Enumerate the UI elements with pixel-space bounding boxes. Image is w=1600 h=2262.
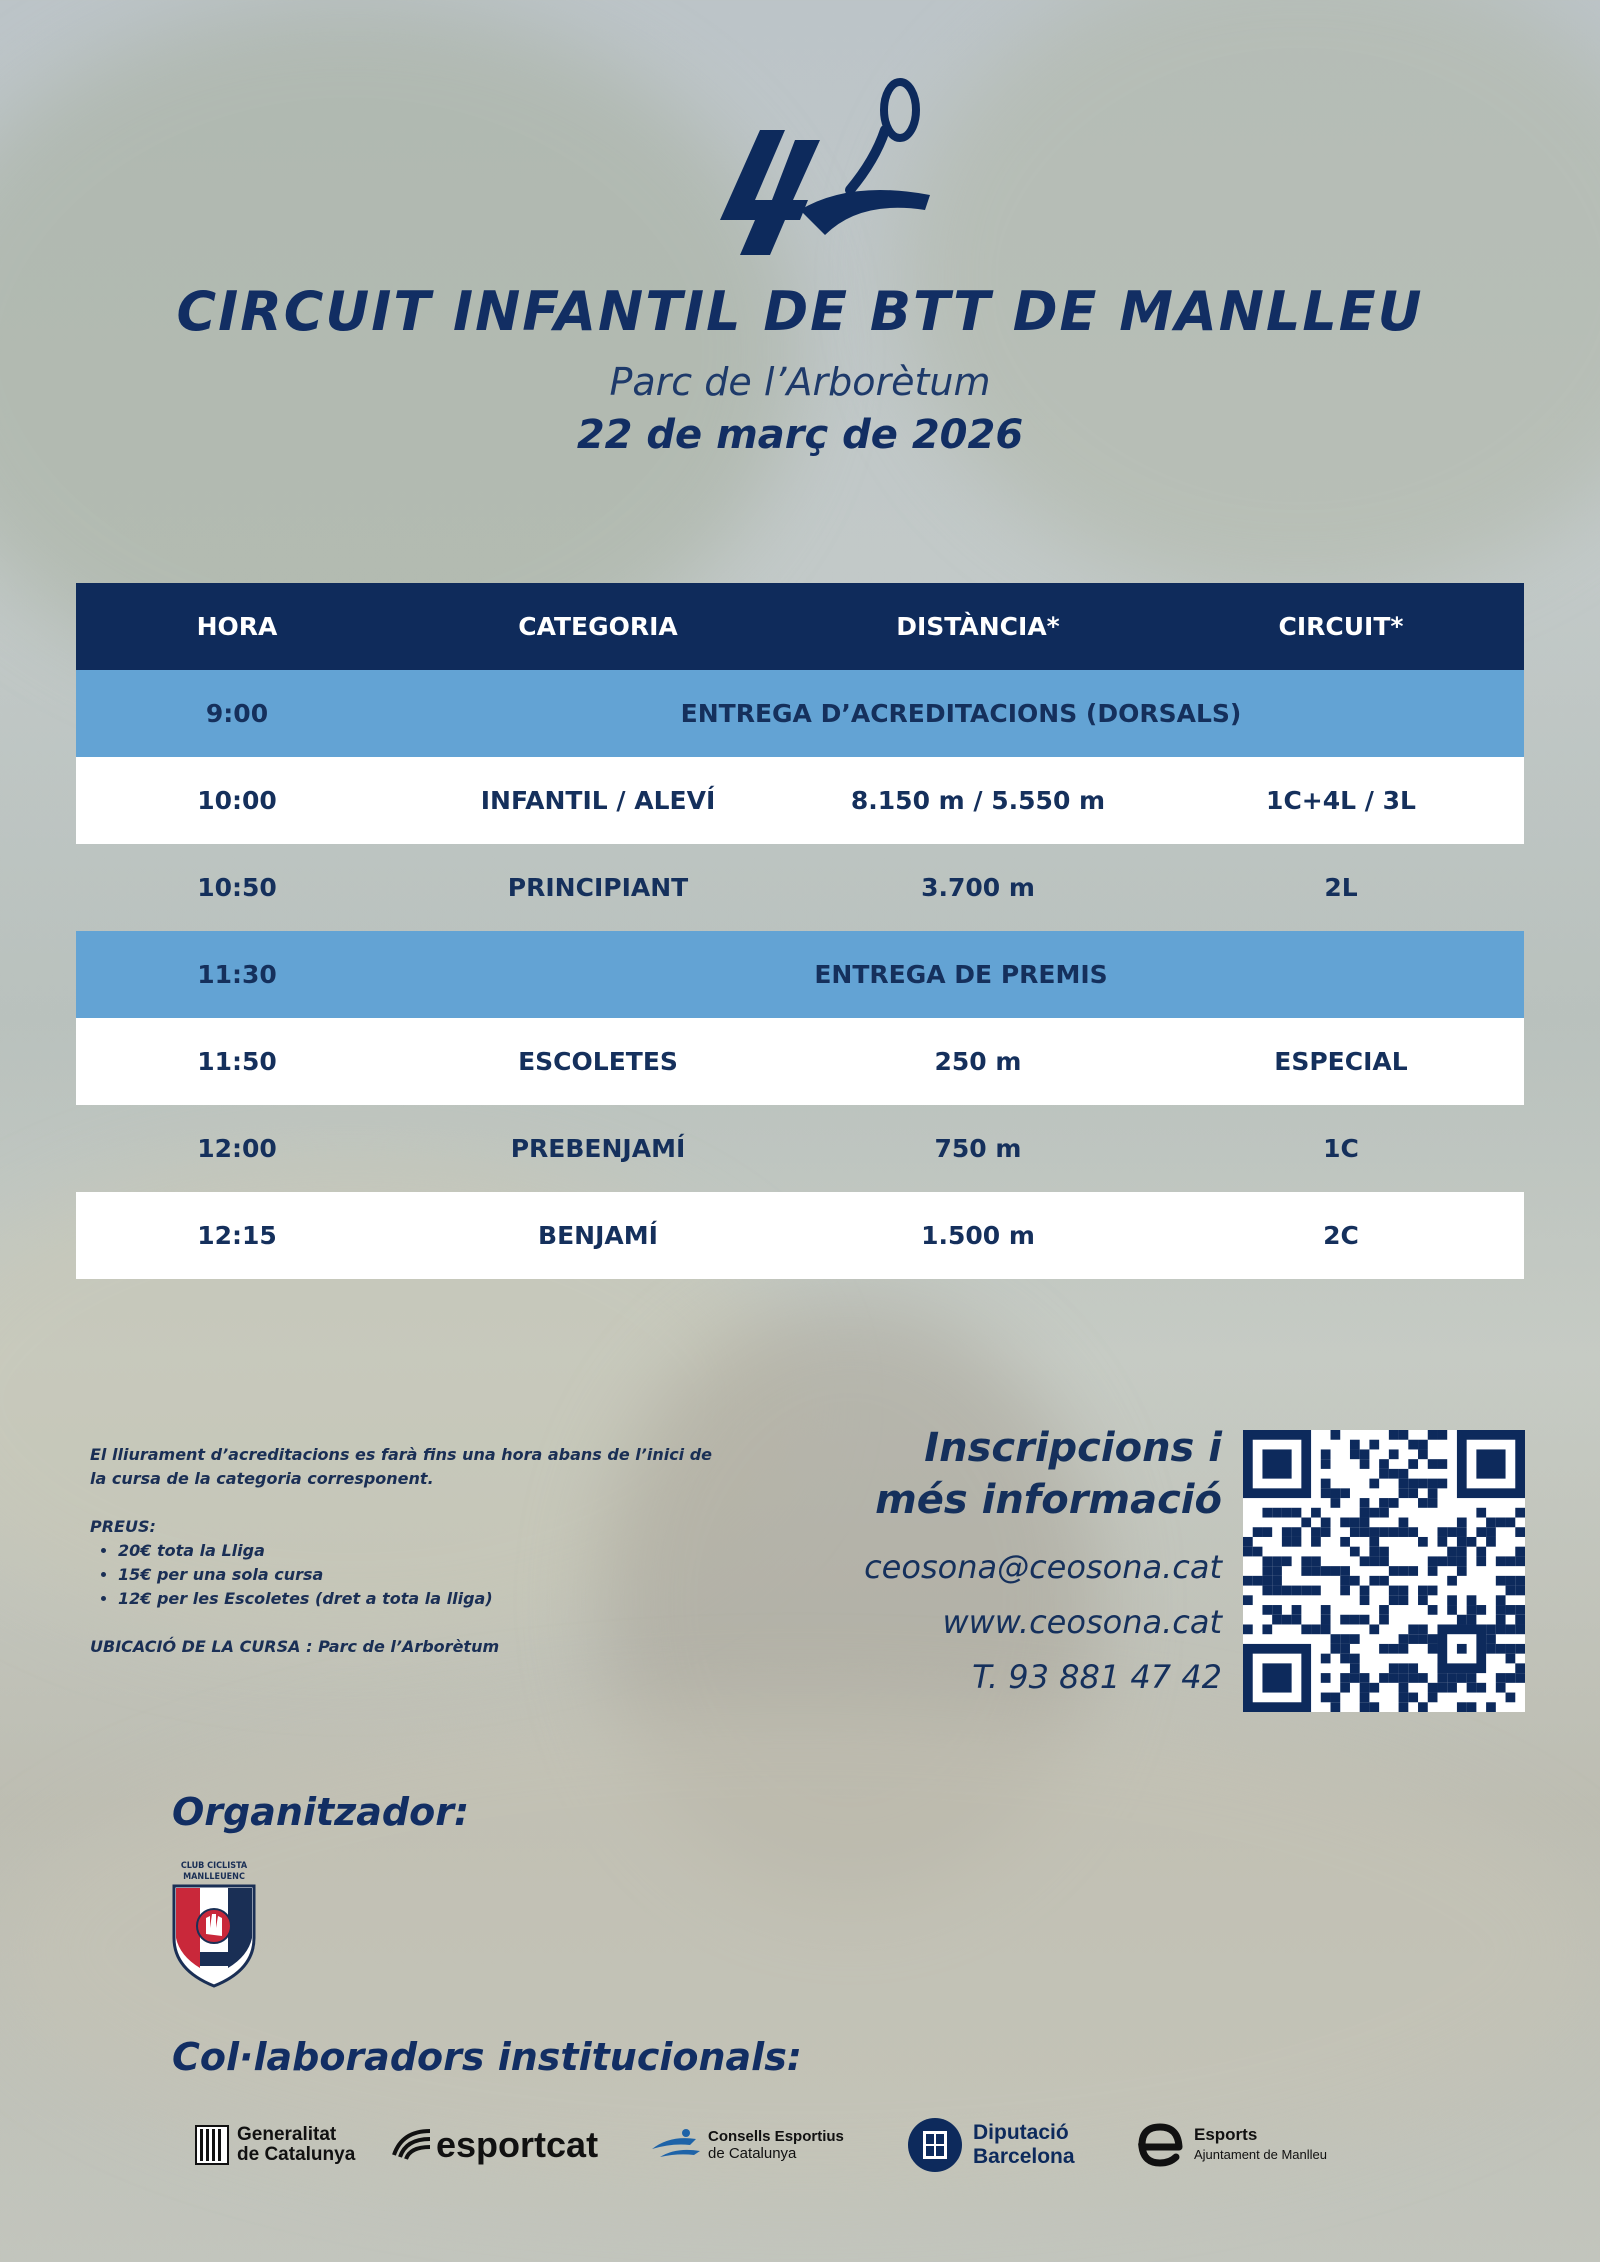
row-note: ENTREGA DE PREMIS — [814, 960, 1108, 989]
accreditation-note-line1: El lliurament d’acreditacions es farà fins una hora abans de l’inici de — [90, 1445, 713, 1464]
row-distance: 1.500 m — [921, 1221, 1035, 1250]
row-time: 10:50 — [197, 873, 277, 902]
row-time: 12:15 — [197, 1221, 277, 1250]
column-header-circuit: CIRCUIT* — [1278, 612, 1404, 641]
event-title: CIRCUIT INFANTIL DE BTT DE MANLLEU — [176, 280, 1424, 343]
race-notes — [90, 1443, 730, 1659]
esports-line1: Esports — [1194, 2125, 1258, 2144]
website-link[interactable]: www.ceosona.cat — [942, 1603, 1222, 1641]
consells-line2: de Catalunya — [708, 2145, 797, 2162]
diputacio-line2: Barcelona — [973, 2145, 1075, 2168]
column-header-categoria: CATEGORIA — [518, 612, 678, 641]
event-date: 22 de març de 2026 — [576, 412, 1024, 458]
generalitat-line2: de Catalunya — [237, 2144, 356, 2165]
prices-list — [90, 1539, 730, 1611]
table-row — [76, 1105, 1524, 1192]
row-circuit: 2C — [1323, 1221, 1359, 1250]
row-circuit: 1C+4L / 3L — [1266, 786, 1416, 815]
table-row — [76, 1192, 1524, 1279]
price-item: • 12€ per les Escoletes (dret a tota la lliga) — [118, 1587, 730, 1611]
price-item: • 20€ tota la Lliga — [118, 1539, 730, 1563]
row-note: ENTREGA D’ACREDITACIONS (DORSALS) — [680, 699, 1242, 728]
row-category: PREBENJAMÍ — [510, 1134, 686, 1163]
price-item: • 15€ per una sola cursa — [118, 1563, 730, 1587]
accreditation-note-line2: la cursa de la categoria corresponent. — [90, 1469, 434, 1488]
club-name-top: CLUB CICLISTA — [180, 1861, 248, 1871]
collaborator-logos — [195, 2110, 1395, 2180]
table-row — [76, 670, 1524, 757]
esports-line2: Ajuntament de Manlleu — [1194, 2147, 1327, 2162]
info-heading-line1: Inscripcions i — [924, 1425, 1222, 1471]
club-shield-logo-icon — [170, 1858, 258, 1988]
column-header-hora: HORA — [196, 612, 278, 641]
generalitat-emblem-icon — [195, 2125, 229, 2165]
row-circuit: ESPECIAL — [1274, 1047, 1408, 1076]
table-row — [76, 844, 1524, 931]
schedule-table — [76, 583, 1524, 1279]
event-venue: Parc de l’Arborètum — [609, 360, 991, 404]
generalitat-line1: Generalitat — [237, 2124, 337, 2145]
consells-esportius-logo — [650, 2110, 844, 2180]
esportcat-wordmark: esportcat — [436, 2124, 599, 2165]
diputacio-line1: Diputació — [973, 2121, 1069, 2144]
diputacio-barcelona-logo — [907, 2110, 1075, 2180]
contact-phone[interactable]: T. 93 881 47 42 — [972, 1658, 1222, 1696]
esportcat-logo — [390, 2110, 598, 2180]
contact-email-link[interactable]: ceosona@ceosona.cat — [864, 1548, 1222, 1586]
row-distance: 3.700 m — [921, 873, 1035, 902]
race-location: UBICACIÓ DE LA CURSA : Parc de l’Arborètum — [90, 1637, 500, 1656]
row-circuit: 2L — [1324, 873, 1358, 902]
event-logo-icon — [700, 70, 940, 270]
table-row — [76, 1018, 1524, 1105]
row-distance: 750 m — [934, 1134, 1022, 1163]
column-header-distancia: DISTÀNCIA* — [896, 612, 1060, 641]
row-circuit: 1C — [1323, 1134, 1359, 1163]
organizer-label: Organitzador: — [172, 1790, 470, 1834]
club-name-bottom: MANLLEUENC — [183, 1872, 245, 1882]
prices-label: PREUS: — [90, 1517, 156, 1536]
table-header — [76, 583, 1524, 670]
diputacio-emblem-icon — [907, 2117, 963, 2173]
row-category: BENJAMÍ — [538, 1221, 658, 1250]
table-row — [76, 757, 1524, 844]
table-row — [76, 931, 1524, 1018]
esports-e-icon — [1132, 2117, 1186, 2173]
esports-manlleu-logo — [1132, 2110, 1327, 2180]
registration-qr-code-icon[interactable] — [1243, 1430, 1525, 1712]
row-category: INFANTIL / ALEVÍ — [480, 786, 716, 815]
generalitat-logo — [195, 2110, 355, 2180]
consells-swoosh-icon — [650, 2125, 702, 2165]
row-time: 11:50 — [197, 1047, 277, 1076]
row-time: 12:00 — [197, 1134, 277, 1163]
esportcat-swoosh-icon — [390, 2125, 434, 2165]
row-time: 9:00 — [205, 699, 269, 728]
row-time: 10:00 — [197, 786, 277, 815]
info-heading-line2: més informació — [875, 1477, 1222, 1523]
row-distance: 250 m — [934, 1047, 1022, 1076]
registration-info — [830, 1422, 1222, 1705]
consells-line1: Consells Esportius — [708, 2128, 844, 2145]
collaborators-label: Col·laboradors institucionals: — [172, 2035, 803, 2079]
row-distance: 8.150 m / 5.550 m — [850, 786, 1106, 815]
row-time: 11:30 — [197, 960, 277, 989]
row-category: ESCOLETES — [518, 1047, 678, 1076]
row-category: PRINCIPIANT — [507, 873, 689, 902]
